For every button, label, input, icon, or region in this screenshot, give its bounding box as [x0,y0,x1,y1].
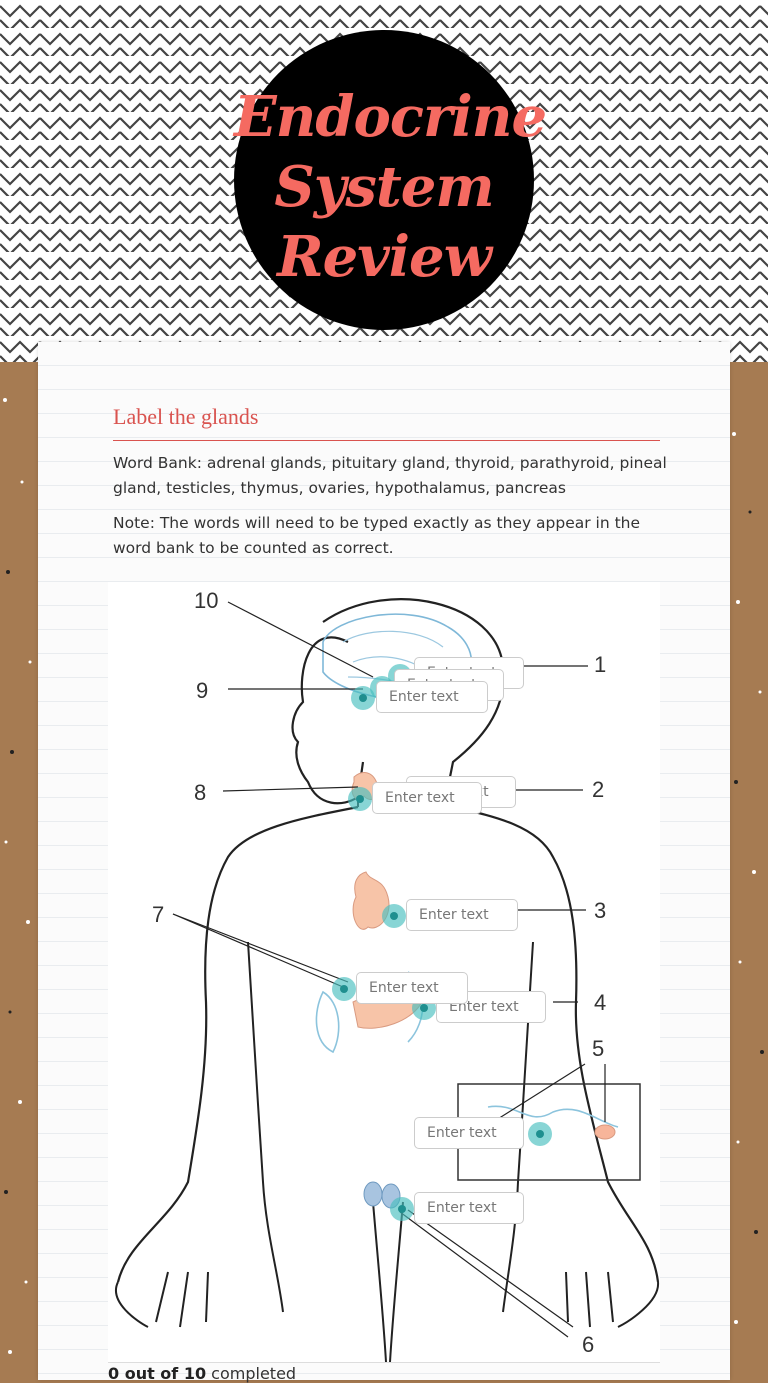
answer-field-3[interactable] [406,899,518,931]
title-line-1: Endocrine [234,84,547,150]
answer-field-7[interactable] [356,972,468,1004]
title-line-2: System [274,154,494,220]
note-text: Note: The words will need to be typed exactly as they appear in the word bank to be counted as correct. [113,514,641,557]
hotspot-9[interactable] [351,686,375,710]
label-number-2: 2 [592,777,605,802]
left-corkboard-panel [0,362,38,1380]
label-number-6: 6 [582,1332,595,1357]
answer-field-8[interactable] [372,782,482,814]
page-title [234,82,547,292]
hotspot-3[interactable] [382,904,406,928]
hotspot-6[interactable] [390,1197,414,1221]
label-number-5: 5 [592,1036,605,1061]
section-divider [113,440,660,441]
title-line-3: Review [277,224,491,290]
completion-suffix: completed [206,1364,297,1383]
answer-field-6[interactable] [414,1192,524,1224]
label-number-3: 3 [594,898,607,923]
label-number-9: 9 [196,678,209,703]
completion-status [108,1364,296,1383]
section-heading: Label the glands [113,404,259,429]
answer-field-5[interactable] [414,1117,524,1149]
endocrine-diagram [108,582,660,1362]
label-number-8: 8 [194,780,207,805]
right-corkboard-panel [730,362,768,1380]
label-number-1: 1 [594,652,607,677]
label-number-7: 7 [152,902,165,927]
answer-field-9[interactable] [376,681,488,713]
hotspot-7[interactable] [332,977,356,1001]
hotspot-5[interactable] [528,1122,552,1146]
status-divider [108,1362,660,1363]
word-bank-text: Word Bank: adrenal glands, pituitary gland, thyroid, parathyroid, pineal gland, testicles, thymus, ovaries, hypothalamus, pancreas [113,454,667,497]
label-number-10: 10 [194,588,219,613]
label-number-4: 4 [594,990,607,1015]
completion-count: 0 out of 10 [108,1364,207,1383]
hotspot-8[interactable] [348,787,372,811]
